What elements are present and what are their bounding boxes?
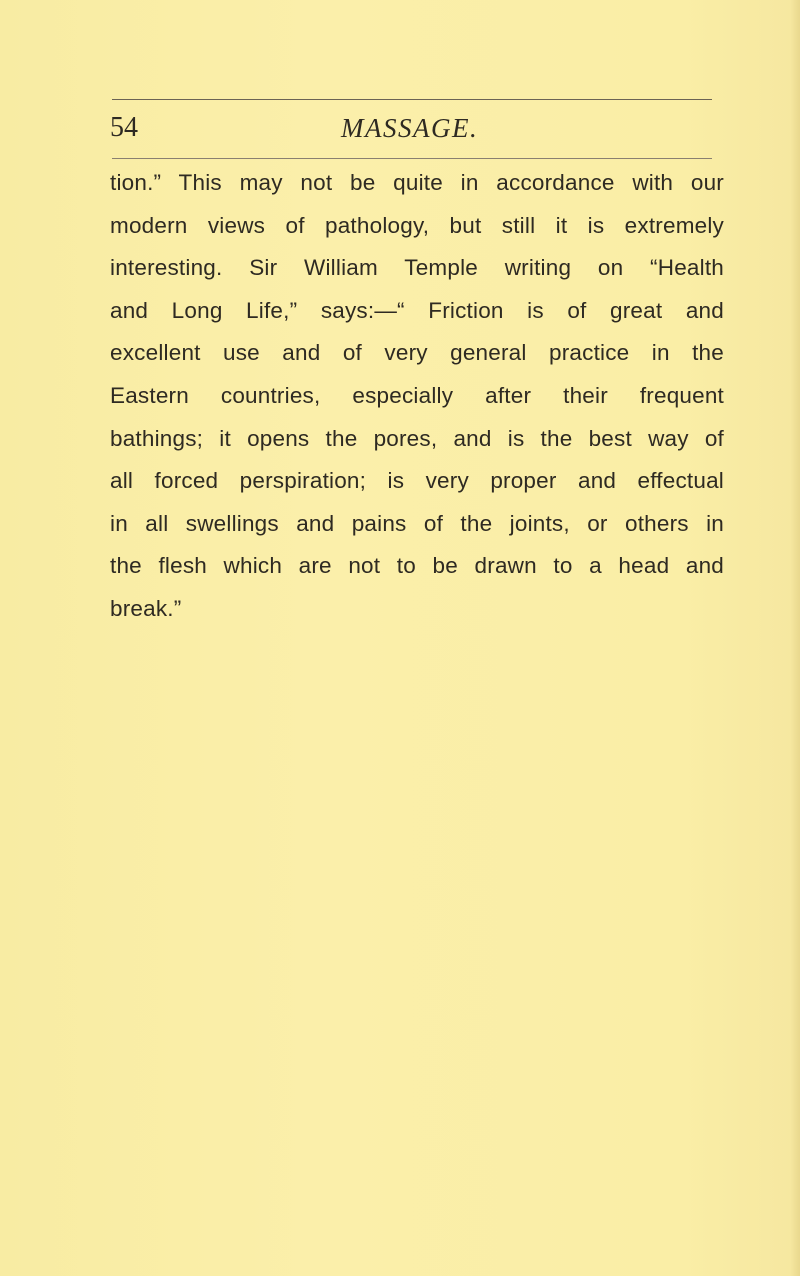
page-number: 54 xyxy=(110,112,138,143)
text-line: in all swellings and pains of the joints, or others in xyxy=(110,510,724,536)
page-header xyxy=(112,110,712,150)
body-paragraph xyxy=(110,162,724,631)
text-line: all forced perspiration; is very proper and effectual xyxy=(110,468,724,494)
text-line: interesting. Sir William Temple writing on “Health xyxy=(110,255,724,281)
text-line: tion.” This may not be quite in accordance with our xyxy=(110,170,724,195)
text-line: the flesh which are not to be drawn to a head and xyxy=(110,553,724,579)
text-line-last: break.” xyxy=(110,595,182,621)
running-head: MASSAGE. xyxy=(341,113,479,143)
page-edge-shadow xyxy=(790,0,800,1276)
header-bottom-rule xyxy=(112,158,712,159)
text-line: excellent use and of very general practice in the xyxy=(110,340,724,366)
text-line: bathings; it opens the pores, and is the best way of xyxy=(110,425,724,451)
header-top-rule xyxy=(112,99,712,100)
text-line: and Long Life,” says:—“ Friction is of great and xyxy=(110,297,724,323)
text-line: Eastern countries, especially after their frequent xyxy=(110,382,724,408)
text-line: modern views of pathology, but still it is extremely xyxy=(110,212,724,238)
